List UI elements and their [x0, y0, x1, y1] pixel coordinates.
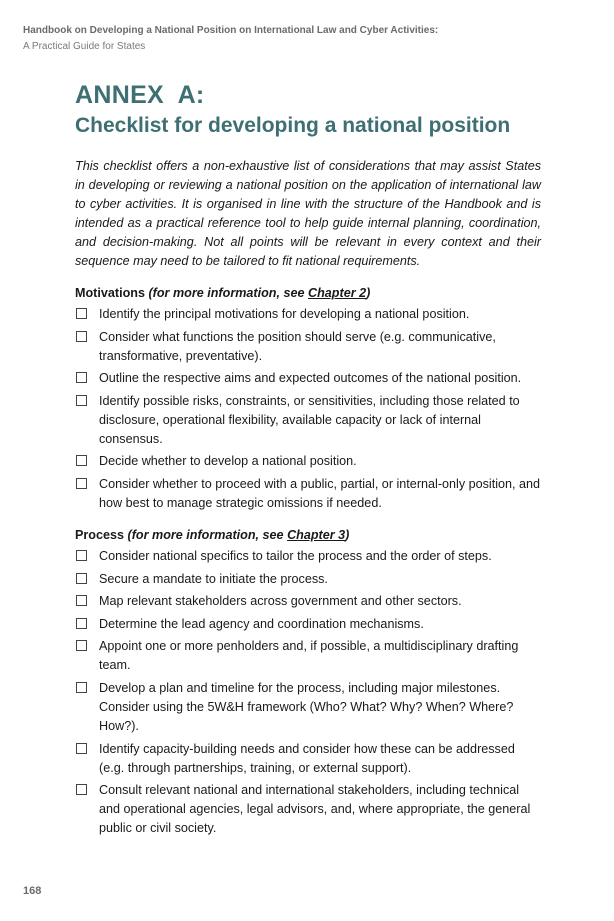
checklist-item-text: Decide whether to develop a national position.: [99, 454, 357, 469]
checklist-item: [75, 547, 541, 566]
checklist-item-text: Identify capacity-building needs and consider how these can be addressed (e.g. through partnerships, training, or external support).: [99, 741, 515, 775]
running-header-title: Handbook on Developing a National Position on International Law and Cyber Activities:: [23, 25, 439, 36]
checkbox-icon[interactable]: [76, 308, 87, 319]
checkbox-icon[interactable]: [76, 743, 87, 754]
checklist-item-text: Map relevant stakeholders across government and other sectors.: [99, 594, 462, 609]
section-note: [128, 528, 350, 542]
checkbox-icon[interactable]: [76, 455, 87, 466]
checklist-item: [75, 452, 541, 471]
checkbox-icon[interactable]: [76, 331, 87, 342]
checklist-item: [75, 475, 541, 513]
checklist-item-text: Develop a plan and timeline for the process, including major milestones. Consider using the 5W&H framework (Who? What? Why? When? Where? How?).: [99, 680, 514, 733]
checklist-item: [75, 781, 541, 838]
checkbox-icon[interactable]: [76, 573, 87, 584]
checklist-item-text: Consider national specifics to tailor the process and the order of steps.: [99, 548, 492, 563]
checklist-item-text: Secure a mandate to initiate the process.: [99, 571, 328, 586]
running-header-subtitle: A Practical Guide for States: [23, 41, 146, 52]
checklist-item: [75, 328, 541, 366]
annex-label: ANNEX A:: [75, 81, 205, 109]
chapter-link[interactable]: Chapter 2: [308, 286, 367, 300]
checklist-item-text: Consult relevant national and international stakeholders, including technical and operational agencies, legal advisors, and, where appropriate, the general public or civil society.: [99, 783, 531, 836]
checkbox-icon[interactable]: [76, 550, 87, 561]
page-content: [75, 80, 541, 842]
checkbox-icon[interactable]: [76, 784, 87, 795]
checklist-item: [75, 592, 541, 611]
checklist-item-text: Consider whether to proceed with a public, partial, or internal-only position, and how best to manage strategic omissions if needed.: [99, 476, 541, 510]
section-heading-label: Process: [75, 527, 125, 542]
page-number: 168: [23, 885, 42, 897]
checkbox-icon[interactable]: [76, 478, 87, 489]
section-note-prefix: (for more information, see: [127, 527, 288, 542]
section-note-prefix: (for more information, see: [148, 286, 309, 300]
checklist-item: [75, 679, 541, 736]
checkbox-icon[interactable]: [76, 640, 87, 651]
checklist: [75, 305, 541, 513]
checklist-item-text: Identify the principal motivations for developing a national position.: [99, 307, 470, 321]
checklist-item: [75, 305, 541, 324]
section-process: [75, 526, 541, 838]
checkbox-icon[interactable]: [76, 682, 87, 693]
chapter-link[interactable]: Chapter 3: [287, 527, 346, 542]
checklist-item: [75, 740, 541, 778]
checkbox-icon[interactable]: [76, 395, 87, 406]
checklist-item-text: Outline the respective aims and expected outcomes of the national position.: [99, 371, 522, 386]
section-note-suffix: ): [366, 286, 371, 300]
checklist-item: [75, 392, 541, 449]
checklist: [75, 547, 541, 838]
checkbox-icon[interactable]: [76, 618, 87, 629]
checklist-item-text: Determine the lead agency and coordination mechanisms.: [99, 616, 424, 631]
checklist-item-text: Identify possible risks, constraints, or sensitivities, including those related to disclosure, operational flexibility, available capacity or lack of internal consensus.: [99, 393, 520, 446]
checklist-item: [75, 637, 541, 675]
section-note: [148, 286, 370, 300]
running-header: [23, 24, 593, 54]
checklist-item-text: Appoint one or more penholders and, if possible, a multidisciplinary drafting team.: [99, 639, 519, 673]
annex-title: Checklist for developing a national position: [75, 114, 511, 137]
section-note-suffix: ): [345, 527, 350, 542]
section-motivations: [75, 284, 541, 513]
checklist-item-text: Consider what functions the position should serve (e.g. communicative, transformative, preventative).: [99, 329, 496, 363]
checkbox-icon[interactable]: [76, 595, 87, 606]
section-heading: [75, 526, 541, 545]
checklist-item: [75, 570, 541, 589]
intro-paragraph: This checklist offers a non-exhaustive list of considerations that may assist States in developing or reviewing a national position on the application of international law to cyber activities. It is organised in line with the structure of the Handbook and is intended as a practical reference tool to help guide internal planning, coordination, and decision-making. Not all points will be relevant in every context and their sequence may need to be tailored to fit national requirements.: [75, 159, 541, 268]
checklist-item: [75, 369, 541, 388]
section-heading-label: Motivations: [75, 286, 145, 300]
checkbox-icon[interactable]: [76, 372, 87, 383]
section-heading: [75, 284, 541, 303]
checklist-item: [75, 615, 541, 634]
